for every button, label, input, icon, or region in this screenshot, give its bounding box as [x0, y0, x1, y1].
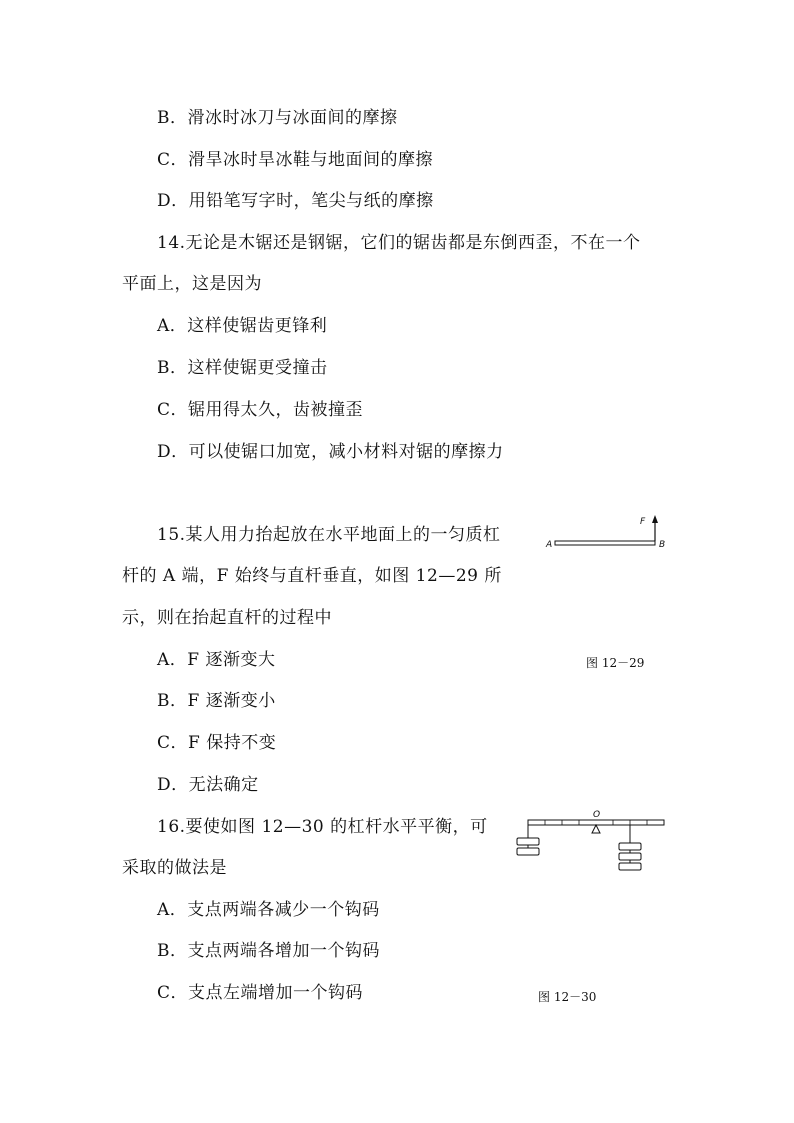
q15-option-c: C．F 保持不变 [157, 733, 277, 753]
end-a-label: A [546, 540, 553, 550]
end-b-label: B [659, 540, 666, 550]
q14-option-b: B．这样使锯更受撞击 [157, 358, 328, 378]
figure-12-30-caption: 图 12－30 [538, 990, 597, 1004]
hook-weight [619, 843, 641, 850]
force-label: F [640, 517, 646, 527]
lever-figure-12-30 [510, 805, 670, 885]
fulcrum-label: O [593, 810, 601, 820]
q14-option-c: C．锯用得太久，齿被撞歪 [157, 400, 364, 420]
q14-option-a: A．这样使锯齿更锋利 [157, 316, 328, 336]
hook-weight [619, 863, 641, 870]
q14-stem-line2: 平面上，这是因为 [122, 274, 262, 294]
fulcrum-icon [592, 825, 600, 833]
hook-weight [619, 853, 641, 860]
hook-weight [517, 838, 539, 845]
q16-stem-line1: 16.要使如图 12—30 的杠杆水平平衡，可 [157, 817, 488, 837]
q13-option-d: D．用铅笔写字时，笔尖与纸的摩擦 [157, 191, 434, 211]
figure-12-29-caption: 图 12－29 [586, 656, 645, 670]
q14-option-d: D．可以使锯口加宽，减小材料对锯的摩擦力 [157, 442, 504, 462]
force-arrowhead-icon [652, 515, 658, 523]
q15-stem-line2: 杆的 A 端，F 始终与直杆垂直，如图 12—29 所 [122, 566, 502, 586]
lever-rod [555, 541, 655, 545]
q15-stem-line3: 示，则在抬起直杆的过程中 [122, 608, 332, 628]
q15-option-d: D．无法确定 [157, 775, 259, 795]
q15-option-b: B．F 逐渐变小 [157, 691, 276, 711]
hook-weight [517, 848, 539, 855]
q15-option-a: A．F 逐渐变大 [157, 650, 276, 670]
left-weight-stack [517, 838, 539, 855]
q13-option-b: B．滑冰时冰刀与冰面间的摩擦 [157, 108, 398, 128]
q14-stem-line1: 14.无论是木锯还是钢锯，它们的锯齿都是东倒西歪，不在一个 [157, 233, 641, 253]
q13-option-c: C．滑旱冰时旱冰鞋与地面间的摩擦 [157, 150, 434, 170]
q16-option-b: B．支点两端各增加一个钩码 [157, 941, 380, 961]
right-weight-stack [619, 843, 641, 870]
q16-option-c: C．支点左端增加一个钩码 [157, 983, 364, 1003]
q16-stem-line2: 采取的做法是 [122, 858, 227, 878]
q15-stem-line1: 15.某人用力抬起放在水平地面上的一匀质杠 [157, 525, 501, 545]
q16-option-a: A．支点两端各减少一个钩码 [157, 900, 380, 920]
lever-figure-12-29 [540, 510, 670, 558]
